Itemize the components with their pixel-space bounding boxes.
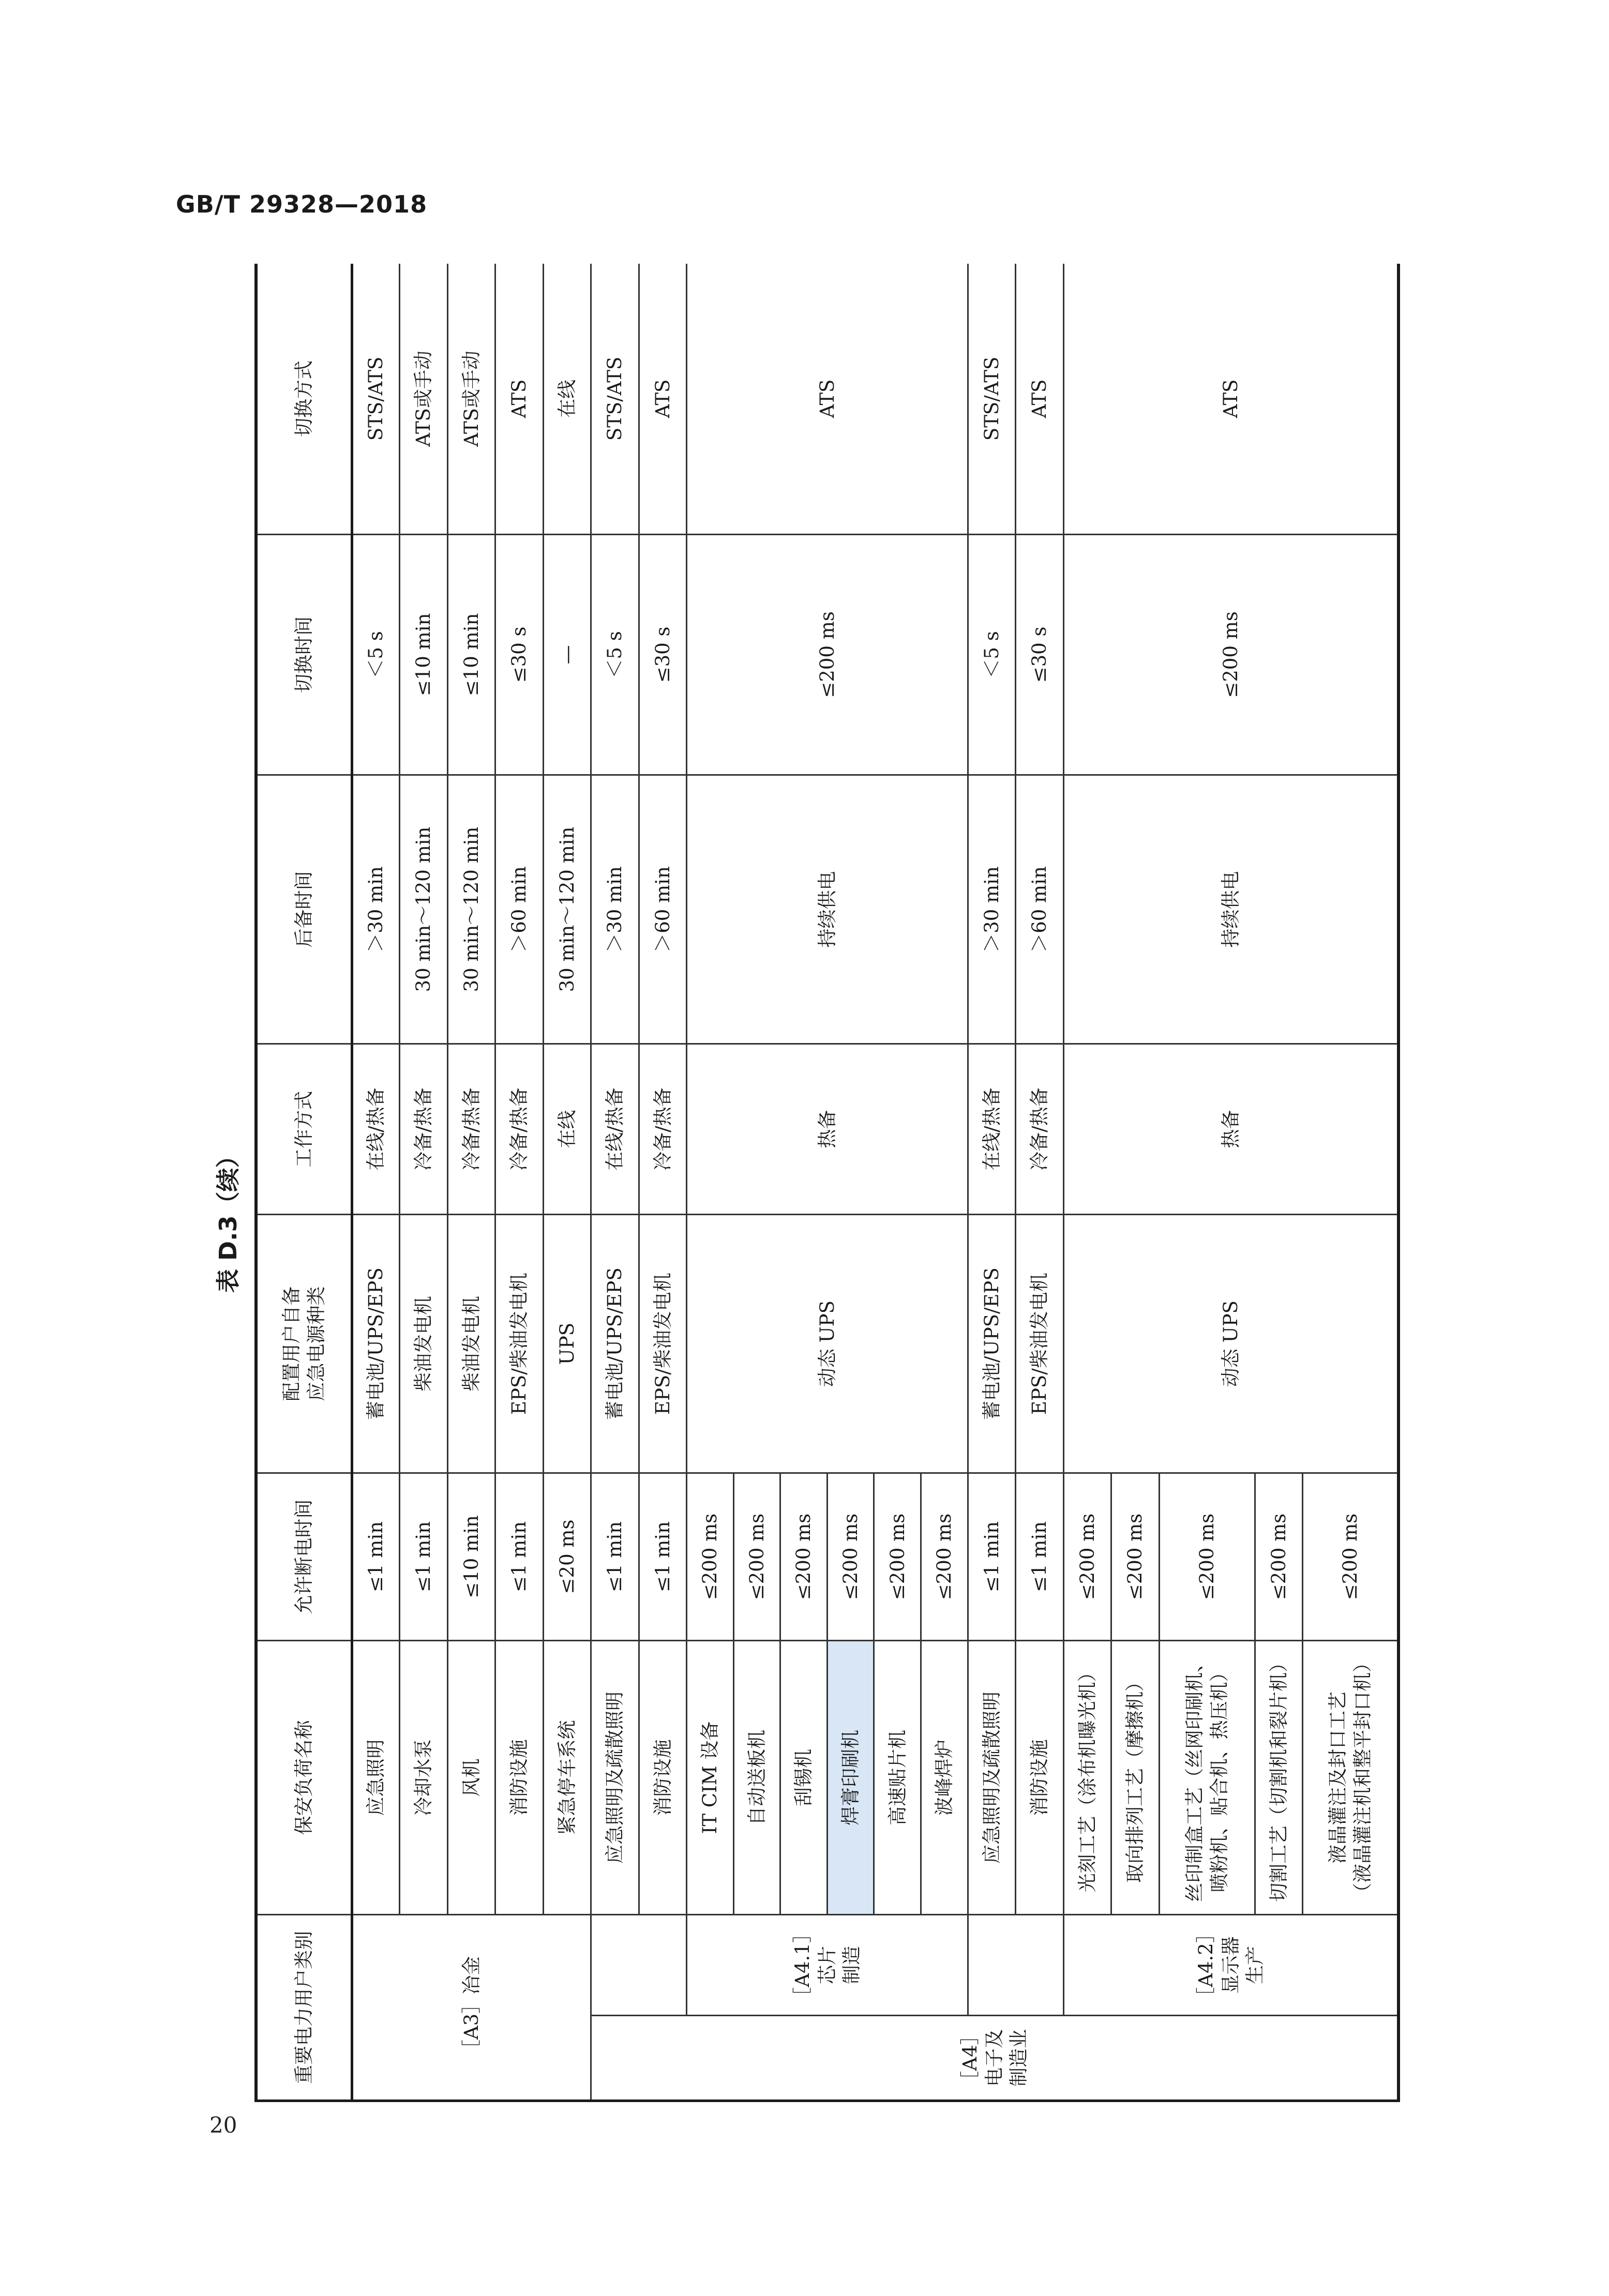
category-a4 (591, 2016, 1399, 2101)
work-mode-cell: 热备 (687, 1044, 968, 1215)
outage-cell: ≤200 ms (1255, 1473, 1303, 1641)
subcategory-a42-line2: 显示器 (1219, 1936, 1242, 1994)
backup-time-cell: 持续供电 (687, 775, 968, 1044)
outage-cell: ≤20 ms (543, 1473, 591, 1641)
backup-time-cell: 30 min～120 min (400, 775, 448, 1044)
work-mode-cell: 在线/热备 (352, 1044, 400, 1215)
table-row (1016, 264, 1064, 2101)
power-type-cell: 动态 UPS (1063, 1215, 1399, 1473)
work-mode-cell: 在线/热备 (968, 1044, 1016, 1215)
outage-cell: ≤200 ms (1303, 1473, 1399, 1641)
switch-mode-cell: ATS (639, 264, 687, 535)
backup-time-cell: ＞30 min (591, 775, 639, 1044)
document-code: GB/T 29328—2018 (176, 190, 428, 218)
outage-cell: ≤1 min (639, 1473, 687, 1641)
switch-mode-cell: ATS (1016, 264, 1064, 535)
switch-mode-cell: STS/ATS (352, 264, 400, 535)
category-a4-line1: ［A4］ (958, 2026, 981, 2090)
power-type-cell: 柴油发电机 (400, 1215, 448, 1473)
work-mode-cell: 在线 (543, 1044, 591, 1215)
switch-time-cell: ≤30 s (495, 535, 544, 775)
table-row (352, 264, 400, 2101)
load-name-cell (1303, 1641, 1399, 1915)
switch-time-cell: ＜5 s (352, 535, 400, 775)
subcategory-a42 (1063, 1915, 1399, 2016)
outage-cell: ≤200 ms (1111, 1473, 1160, 1641)
power-type-cell: EPS/柴油发电机 (495, 1215, 544, 1473)
outage-cell: ≤200 ms (874, 1473, 921, 1641)
outage-cell: ≤1 min (591, 1473, 639, 1641)
subcategory-a42-line1: ［A4.2］ (1195, 1924, 1217, 2006)
load-name-cell: 风机 (447, 1641, 495, 1915)
switch-mode-cell: 在线 (543, 264, 591, 535)
load-name-line1: 液晶灌注及封口工艺 (1327, 1691, 1349, 1864)
switch-time-cell: ＜5 s (968, 535, 1016, 775)
load-name-cell: 应急照明 (352, 1641, 400, 1915)
work-mode-cell: 冷备/热备 (495, 1044, 544, 1215)
table-header-row (256, 264, 352, 2101)
load-name-cell: 波峰焊炉 (921, 1641, 968, 1915)
load-name-line2: 喷粉机、贴合机、热压机） (1208, 1663, 1230, 1893)
backup-time-cell: 30 min～120 min (543, 775, 591, 1044)
outage-cell: ≤200 ms (780, 1473, 828, 1641)
header-load-name: 保安负荷名称 (256, 1641, 352, 1915)
switch-time-cell: ≤10 min (400, 535, 448, 775)
backup-time-cell: ＞30 min (968, 775, 1016, 1044)
power-type-cell: 蓄电池/UPS/EPS (968, 1215, 1016, 1473)
outage-cell: ≤1 min (352, 1473, 400, 1641)
load-name-cell: 紧急停车系统 (543, 1641, 591, 1915)
work-mode-cell: 冷备/热备 (447, 1044, 495, 1215)
work-mode-cell: 冷备/热备 (1016, 1044, 1064, 1215)
switch-time-cell: ≤30 s (639, 535, 687, 775)
backup-time-cell: 持续供电 (1063, 775, 1399, 1044)
subcategory-a41-line1: ［A4.1］ (791, 1924, 814, 2006)
switch-time-cell: — (543, 535, 591, 775)
outage-cell: ≤1 min (400, 1473, 448, 1641)
load-name-cell (1159, 1641, 1255, 1915)
switch-time-cell: ≤10 min (447, 535, 495, 775)
category-a4-line2: 电子及 (983, 2029, 1005, 2087)
category-a3: ［A3］冶金 (352, 1915, 591, 2101)
outage-cell: ≤1 min (495, 1473, 544, 1641)
switch-mode-cell: ATS (687, 264, 968, 535)
load-name-cell: 消防设施 (495, 1641, 544, 1915)
table-row (968, 264, 1016, 2101)
backup-time-cell: ＞60 min (495, 775, 544, 1044)
load-name-line1: 丝印制盒工艺（丝网印刷机、 (1183, 1653, 1206, 1902)
table-row (687, 264, 734, 2101)
load-name-cell: 光刻工艺（涂布机曝光机） (1063, 1641, 1111, 1915)
subcategory-a42-line3: 生产 (1243, 1946, 1266, 1984)
subcategory-a41-line2: 芯片 (816, 1946, 838, 1984)
header-allowed-outage: 允许断电时间 (256, 1473, 352, 1641)
page-number: 20 (209, 2112, 237, 2138)
header-switch-time: 切换时间 (256, 535, 352, 775)
table-container (254, 264, 1400, 2102)
switch-time-cell: ＜5 s (591, 535, 639, 775)
power-type-cell: 动态 UPS (687, 1215, 968, 1473)
header-work-mode: 工作方式 (256, 1044, 352, 1215)
table-caption: 表 D.3（续） (214, 1144, 242, 1293)
load-name-cell: 自动送板机 (733, 1641, 780, 1915)
work-mode-cell: 冷备/热备 (639, 1044, 687, 1215)
header-switch-mode: 切换方式 (256, 264, 352, 535)
outage-cell: ≤10 min (447, 1473, 495, 1641)
switch-mode-cell: ATS (495, 264, 544, 535)
switch-time-cell: ≤200 ms (1063, 535, 1399, 775)
switch-mode-cell: ATS (1063, 264, 1399, 535)
power-type-cell: EPS/柴油发电机 (639, 1215, 687, 1473)
switch-mode-cell: STS/ATS (591, 264, 639, 535)
table-row (543, 264, 591, 2101)
outage-cell: ≤200 ms (733, 1473, 780, 1641)
power-requirements-table (254, 264, 1400, 2102)
outage-cell: ≤200 ms (921, 1473, 968, 1641)
load-name-line2: （液晶灌注机和整平封口机） (1351, 1653, 1374, 1902)
switch-time-cell: ≤30 s (1016, 535, 1064, 775)
table-row (400, 264, 448, 2101)
load-name-cell: 消防设施 (639, 1641, 687, 1915)
load-name-cell: 冷却水泵 (400, 1641, 448, 1915)
load-name-cell: 消防设施 (1016, 1641, 1064, 1915)
work-mode-cell: 热备 (1063, 1044, 1399, 1215)
load-name-cell: 高速贴片机 (874, 1641, 921, 1915)
table-row (495, 264, 544, 2101)
subcategory-a41-line3: 制造 (840, 1946, 863, 1984)
backup-time-cell: ＞60 min (1016, 775, 1064, 1044)
load-name-cell: 应急照明及疏散照明 (968, 1641, 1016, 1915)
subcategory-a41 (687, 1915, 968, 2016)
table-row (591, 264, 639, 2101)
switch-time-cell: ≤200 ms (687, 535, 968, 775)
table-row (1063, 264, 1111, 2101)
power-type-cell: 蓄电池/UPS/EPS (591, 1215, 639, 1473)
power-type-cell: 柴油发电机 (447, 1215, 495, 1473)
subcategory-general-a (591, 1915, 687, 2016)
category-a4-line3: 制造业 (1007, 2029, 1030, 2087)
outage-cell: ≤1 min (968, 1473, 1016, 1641)
table-row (447, 264, 495, 2101)
header-power-type-line1: 配置用户自备 (280, 1286, 303, 1401)
outage-cell: ≤1 min (1016, 1473, 1064, 1641)
header-category: 重要电力用户类别 (256, 1915, 352, 2101)
work-mode-cell: 冷备/热备 (400, 1044, 448, 1215)
work-mode-cell: 在线/热备 (591, 1044, 639, 1215)
load-name-cell: IT CIM 设备 (687, 1641, 734, 1915)
load-name-cell: 取向排列工艺（摩擦机） (1111, 1641, 1160, 1915)
subcategory-general-b (968, 1915, 1063, 2016)
outage-cell: ≤200 ms (1063, 1473, 1111, 1641)
load-name-cell: 焊膏印刷机 (827, 1641, 874, 1915)
outage-cell: ≤200 ms (687, 1473, 734, 1641)
table-row (639, 264, 687, 2101)
outage-cell: ≤200 ms (1159, 1473, 1255, 1641)
backup-time-cell: ＞30 min (352, 775, 400, 1044)
header-backup-time: 后备时间 (256, 775, 352, 1044)
switch-mode-cell: ATS或手动 (400, 264, 448, 535)
power-type-cell: 蓄电池/UPS/EPS (352, 1215, 400, 1473)
power-type-cell: EPS/柴油发电机 (1016, 1215, 1064, 1473)
header-power-type-line2: 应急电源种类 (305, 1286, 327, 1401)
backup-time-cell: 30 min～120 min (447, 775, 495, 1044)
outage-cell: ≤200 ms (827, 1473, 874, 1641)
load-name-cell: 刮锡机 (780, 1641, 828, 1915)
power-type-cell: UPS (543, 1215, 591, 1473)
load-name-cell: 应急照明及疏散照明 (591, 1641, 639, 1915)
header-power-type (256, 1215, 352, 1473)
switch-mode-cell: ATS或手动 (447, 264, 495, 535)
rotated-table-frame (254, 264, 1400, 2102)
backup-time-cell: ＞60 min (639, 775, 687, 1044)
load-name-cell: 切割工艺（切割机和裂片机） (1255, 1641, 1303, 1915)
switch-mode-cell: STS/ATS (968, 264, 1016, 535)
